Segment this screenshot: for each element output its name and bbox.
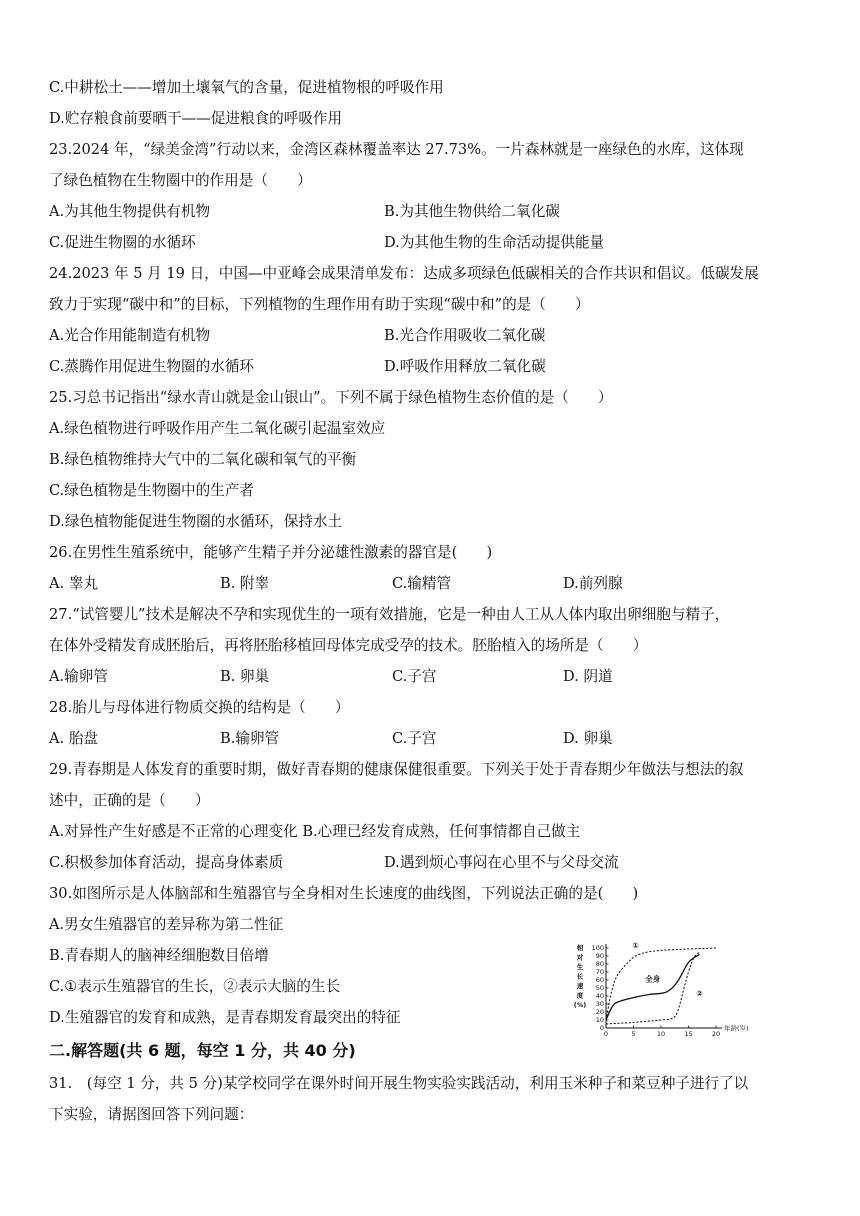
y-tick-label: 0 <box>599 1024 604 1033</box>
y-axis-label-char: (%) <box>573 1001 587 1009</box>
q28-option-b: B.输卵管 <box>220 730 280 747</box>
q30-option-b: B.青春期人的脑神经细胞数目倍增 <box>49 947 269 964</box>
q24-option-c: C.蒸腾作用促进生物圈的水循环 <box>49 358 255 375</box>
series-line-1 <box>606 948 716 1020</box>
question-23-stem-1: 23.2024 年，“绿美金湾”行动以来，金湾区森林覆盖率达 27.73%。一片森林就是一座绿色的水库，这体现 <box>49 141 744 158</box>
q27-option-b: B. 卵巢 <box>220 668 270 685</box>
question-27-stem-2: 在体外受精发育成胚胎后，再将胚胎移植回母体完成受孕的技术。胚胎植入的场所是（ ） <box>49 637 648 654</box>
y-tick-label: 90 <box>595 952 604 961</box>
question-26-stem: 26.在男性生殖系统中，能够产生精子并分泌雄性激素的器官是( ) <box>49 544 493 561</box>
series-line-3 <box>606 952 703 1024</box>
q26-option-d: D.前列腺 <box>563 575 623 592</box>
question-29-stem-1: 29.青春期是人体发育的重要时期，做好青春期的健康保健很重要。下列关于处于青春期少年做法与想法的叙 <box>49 761 744 778</box>
q23-option-c: C.促进生物圈的水循环 <box>49 234 196 251</box>
y-tick-label: 70 <box>595 968 604 977</box>
q23-option-b: B.为其他生物供给二氧化碳 <box>384 203 560 220</box>
x-axis-label: 年龄(岁) <box>724 1024 749 1033</box>
growth-chart <box>572 938 749 1038</box>
question-31-stem-1: 31. (每空 1 分，共 5 分)某学校同学在课外时间开展生物实验实践活动，利用玉米种子和菜豆种子进行了以 <box>49 1075 749 1092</box>
y-axis-label-char: 对 <box>576 953 584 962</box>
series-label: ② <box>696 989 703 998</box>
q29-option-d: D.遇到烦心事闷在心里不与父母交流 <box>384 854 619 871</box>
q24-option-a: A.光合作用能制造有机物 <box>49 327 211 344</box>
line-22d: D.贮存粮食前要晒干——促进粮食的呼吸作用 <box>49 110 343 127</box>
question-24-stem-1: 24.2023 年 5 月 19 日，中国—中亚峰会成果清单发布：达成多项绿色低碳相关的合作共识和倡议。低碳发展 <box>49 265 759 282</box>
q25-option-a: A.绿色植物进行呼吸作用产生二氧化碳引起温室效应 <box>49 420 386 437</box>
y-tick-label: 10 <box>595 1016 604 1025</box>
q25-option-d: D.绿色植物能促进生物圈的水循环，保持水土 <box>49 513 343 530</box>
q26-option-a: A. 睾丸 <box>49 575 99 592</box>
q26-option-c: C.输精管 <box>392 575 452 592</box>
x-tick-label: 0 <box>603 1030 609 1038</box>
question-25-stem: 25.习总书记指出“绿水青山就是金山银山”。下列不属于绿色植物生态价值的是（ ） <box>49 389 613 406</box>
q27-option-c: C.子宫 <box>392 668 437 685</box>
y-tick-label: 20 <box>595 1008 604 1017</box>
q29-option-ab: A.对异性产生好感是不正常的心理变化 B.心理已经发育成熟，任何事情都自己做主 <box>49 823 581 840</box>
y-axis-label-char: 相 <box>576 944 584 952</box>
y-tick-label: 60 <box>595 976 604 985</box>
series-label: 全身 <box>645 974 661 984</box>
y-tick-label: 30 <box>595 1000 604 1009</box>
x-tick-label: 15 <box>684 1030 693 1038</box>
question-27-stem-1: 27.“试管婴儿”技术是解决不孕和实现优生的一项有效措施，它是一种由人工从人体内取出卵细胞与精子， <box>49 606 730 623</box>
q28-option-d: D. 卵巢 <box>563 730 613 747</box>
chart-series <box>606 948 716 1024</box>
y-axis-label-char: 生 <box>576 963 584 971</box>
question-24-stem-2: 致力于实现“碳中和”的目标，下列植物的生理作用有助于实现“碳中和”的是（ ） <box>49 296 590 313</box>
q24-option-d: D.呼吸作用释放二氧化碳 <box>384 358 546 375</box>
y-tick-label: 50 <box>595 984 604 993</box>
q27-option-d: D. 阴道 <box>563 668 613 685</box>
q28-option-a: A. 胎盘 <box>49 730 99 747</box>
q30-option-a: A.男女生殖器官的差异称为第二性征 <box>49 916 284 933</box>
q25-option-b: B.绿色植物维持大气中的二氧化碳和氧气的平衡 <box>49 451 357 468</box>
question-29-stem-2: 述中，正确的是（ ） <box>49 792 210 809</box>
question-23-stem-2: 了绿色植物在生物圈中的作用是（ ） <box>49 172 312 189</box>
q26-option-b: B. 附睾 <box>220 575 270 592</box>
y-axis-label-char: 速 <box>576 982 584 990</box>
q30-option-c: C.①表示生殖器官的生长，②表示大脑的生长 <box>49 978 341 995</box>
chart-labels <box>574 941 749 1038</box>
question-31-stem-2: 下实验，请据图回答下列问题： <box>49 1106 254 1123</box>
y-axis-label-char: 长 <box>576 972 584 981</box>
section-heading: 二.解答题(共 6 题，每空 1 分，共 40 分) <box>49 1041 356 1060</box>
chart-axes <box>606 944 722 1028</box>
q30-option-d: D.生殖器官的发育和成熟，是青春期发育最突出的特征 <box>49 1009 401 1026</box>
y-tick-label: 80 <box>595 960 604 969</box>
question-28-stem: 28.胎儿与母体进行物质交换的结构是（ ） <box>49 699 350 716</box>
q23-option-a: A.为其他生物提供有机物 <box>49 203 211 220</box>
q24-option-b: B.光合作用吸收二氧化碳 <box>384 327 546 344</box>
q23-option-d: D.为其他生物的生命活动提供能量 <box>384 234 605 251</box>
x-tick-label: 20 <box>711 1030 721 1038</box>
x-tick-label: 10 <box>656 1030 666 1038</box>
y-axis-label-char: 度 <box>576 991 584 1000</box>
y-tick-label: 100 <box>591 944 604 953</box>
y-tick-label: 40 <box>595 992 604 1001</box>
q25-option-c: C.绿色植物是生物圈中的生产者 <box>49 482 255 499</box>
series-line-2 <box>606 954 703 1020</box>
q28-option-c: C.子宫 <box>392 730 437 747</box>
question-30-stem: 30.如图所示是人体脑部和生殖器官与全身相对生长速度的曲线图，下列说法正确的是( ) <box>49 885 639 902</box>
line-22c: C.中耕松土——增加土壤氧气的含量，促进植物根的呼吸作用 <box>49 79 444 96</box>
x-tick-label: 5 <box>631 1030 636 1038</box>
q27-option-a: A.输卵管 <box>49 668 108 685</box>
series-label: ① <box>632 941 639 950</box>
q29-option-c: C.积极参加体育活动，提高身体素质 <box>49 854 284 871</box>
